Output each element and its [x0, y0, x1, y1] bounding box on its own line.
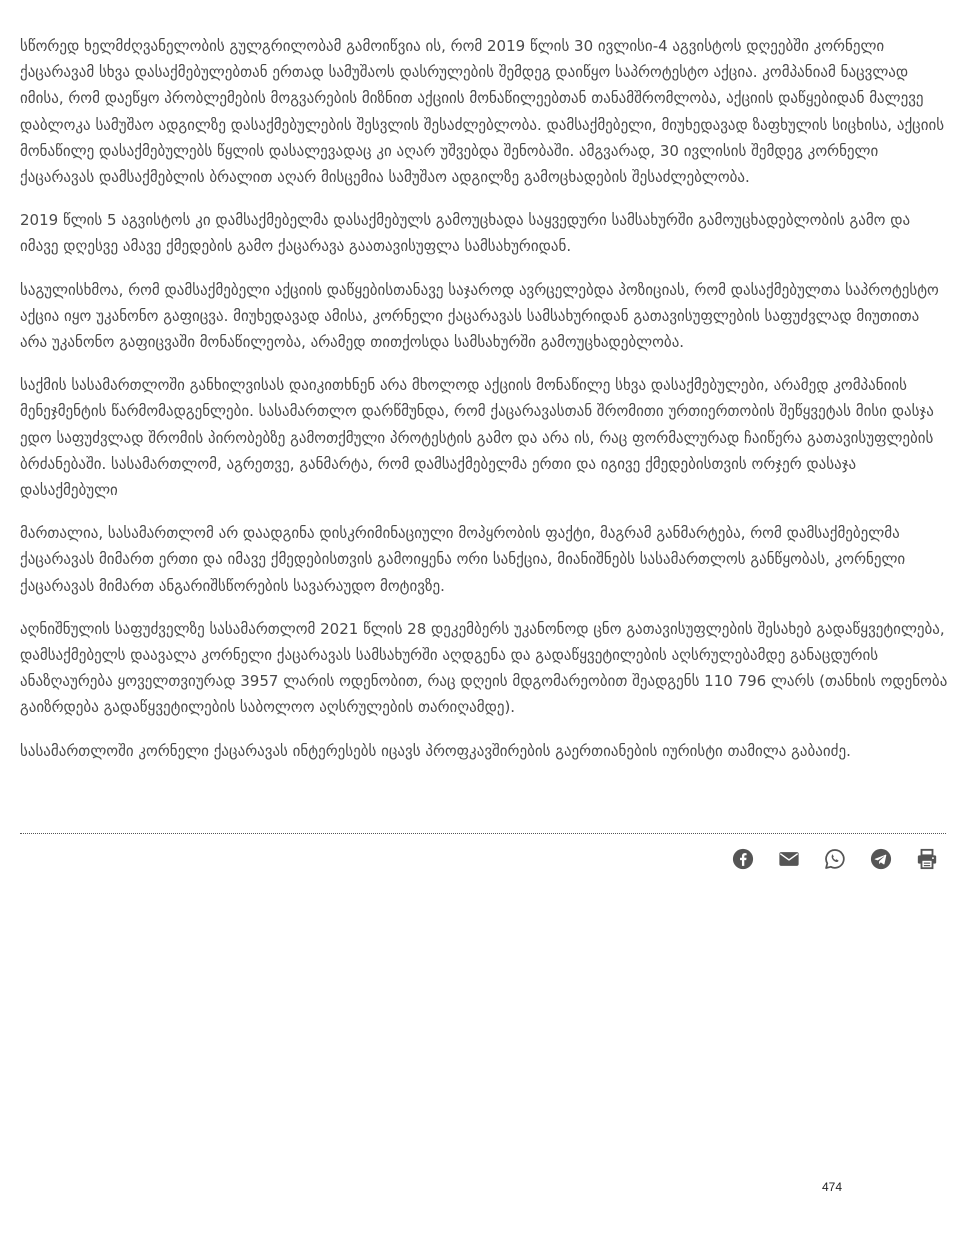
facebook-icon — [732, 848, 754, 870]
print-icon — [916, 848, 938, 870]
whatsapp-icon — [824, 848, 846, 870]
article-paragraph: 2019 წლის 5 აგვისტოს კი დამსაქმებელმა დასაქმებულს გამოუცხადა საყვედური სამსახურში გამოუცხადებლობის გამო და იმავე დღესვე ამავე ქმედების გამო ქაცარავა გაათავისუფლა სამსახურიდან. — [20, 211, 911, 256]
telegram-share-button[interactable] — [870, 848, 892, 870]
print-button[interactable] — [916, 848, 938, 870]
article-paragraph: სასამართლოში კორნელი ქაცარავას ინტერესებს იცავს პროფკავშირების გაერთიანების იურისტი თამილა გაბაიძე. — [20, 741, 851, 760]
share-bar — [732, 848, 938, 870]
page-number: 474 — [822, 1180, 843, 1194]
article-paragraph: მართალია, სასამართლომ არ დაადგინა დისკრიმინაციული მოპყრობის ფაქტი, მაგრამ განმარტება, რომ დამსაქმებელმა ქაცარავას მიმართ ერთი და იმავე ქმედებისთვის გამოიყენა ორი სანქცია, მიანიშნებს სასამართლოს განწყობას, კორნელი ქაცარავას მიმართ ანგარიშსწორების სავარაუდო მოტივზე. — [20, 524, 906, 595]
email-share-button[interactable] — [778, 848, 800, 870]
article-body — [20, 33, 948, 781]
article-paragraph: საგულისხმოა, რომ დამსაქმებელი აქციის დაწყებისთანავე საჯაროდ ავრცელებდა პოზიციას, რომ დასაქმებულთა საპროტესტო აქცია იყო უკანონო გაფიცვა. მიუხედავად ამისა, კორნელი ქაცარავას სამსახურიდან გათავისუფლების საფუძვლად მიუთითა არა უკანონო გაფიცვაში მონაწილეობა, არამედ თითქოსდა სამსახურში გამოუცხადებლობა. — [20, 280, 939, 352]
article-divider — [20, 833, 946, 834]
article-paragraph: სწორედ ხელმძღვანელობის გულგრილობამ გამოიწვია ის, რომ 2019 წლის 30 ივლისი-4 აგვისტოს დღეებში კორნელი ქაცარავამ სხვა დასაქმებულებთან ერთად სამუშაოს დასრულების შემდეგ დაიწყო საპროტესტო აქცია. კომპანიამ ნაცვლად იმისა, რომ დაეწყო პრობლემების მოგვარების მიზნით აქციის მონაწილეებთან თანამშრომლობა, აქციის დაწყებიდან მალევე დაბლოკა სამუშაო ადგილზე დასაქმებულების შესვლის შესაძლებლობა. დამსაქმებელი, მიუხედავად ზაფხულის სიცხისა, აქციის მონაწილე დასაქმებულებს წყლის დასალევადაც კი აღარ უშვებდა შენობაში. ამგვარად, 30 ივლისის შემდეგ კორნელი ქაცარავას დამსაქმებლის ბრალით აღარ მისცემია სამუშაო ადგილზე გამოცხადების შესაძლებლობა. — [20, 37, 945, 187]
whatsapp-share-button[interactable] — [824, 848, 846, 870]
facebook-share-button[interactable] — [732, 848, 754, 870]
email-icon — [778, 848, 800, 870]
telegram-icon — [870, 848, 892, 870]
article-paragraph: აღნიშნულის საფუძველზე სასამართლომ 2021 წლის 28 დეკემბერს უკანონოდ ცნო გათავისუფლების შესახებ გადაწყვეტილება, დამსაქმებელს დაავალა კორნელი ქაცარავას სამსახურში აღდგენა და გადაწყვეტილების აღსრულებამდე განაცდურის ანაზღაურება ყოველთვიურად 3957 ლარის ოდენობით, რაც დღეის მდგომარეობით შეადგენს 110 796 ლარს (თანხის ოდენობა გაიზრდება გადაწყვეტილების საბოლოო აღსრულების თარიღამდე). — [20, 619, 948, 717]
article-paragraph: საქმის სასამართლოში განხილვისას დაიკითხნენ არა მხოლოდ აქციის მონაწილე სხვა დასაქმებულები, არამედ კომპანიის მენეჯმენტის წარმომადგენლები. სასამართლო დარწმუნდა, რომ ქაცარავასთან შრომითი ურთიერთობის შეწყვეტას მისი დასჯა ედო საფუძვლად შრომის პირობებზე გამოთქმული პროტესტის გამო და არა ის, რაც ფორმალურად ჩაიწერა გათავისუფლების ბრძანებაში. სასამართლომ, აგრეთვე, განმარტა, რომ დამსაქმებელმა ერთი და იგივე ქმედებისთვის ორჯერ დასაჯა დასაქმებული — [20, 376, 934, 500]
